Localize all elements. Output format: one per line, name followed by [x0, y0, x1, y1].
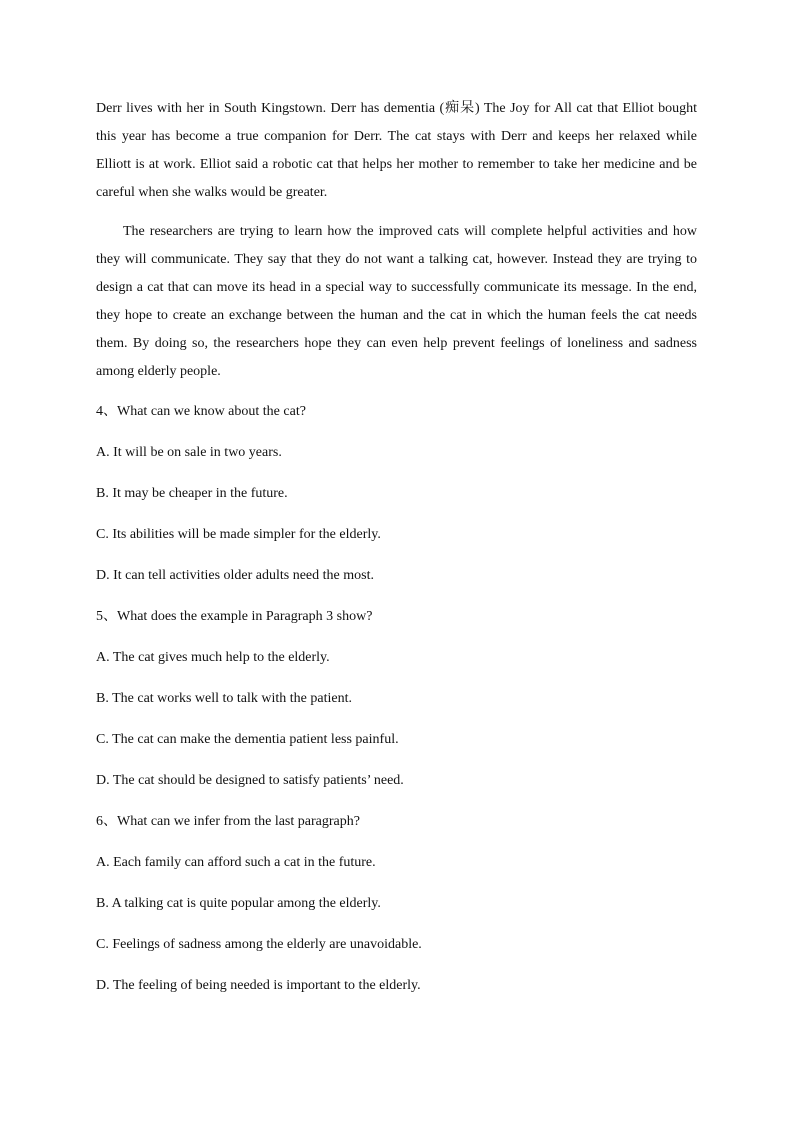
question-block-6: [96, 810, 697, 998]
question-4-option-c: C. Its abilities will be made simpler for the elderly.: [96, 527, 381, 542]
question-6-option-a: A. Each family can afford such a cat in the future.: [96, 855, 376, 870]
question-6-option-d: D. The feeling of being needed is important to the elderly.: [96, 978, 421, 993]
question-6-option-c: C. Feelings of sadness among the elderly are unavoidable.: [96, 937, 422, 952]
question-5-option-d: D. The cat should be designed to satisfy patients’ need.: [96, 773, 404, 788]
passage-paragraph-last: The researchers are trying to learn how the improved cats will complete helpful activities and how they will communicate. They say that they do not want a talking cat, however. Instead they are trying to design a cat that can move its head in a special way to successfully communicate its message. In the end, they hope to create an exchange between the human and the cat in which the human feels the cat needs them. By doing so, the researchers hope they can even help prevent feelings of loneliness and sadness among elderly people.: [96, 224, 697, 379]
question-6-option-b: B. A talking cat is quite popular among the elderly.: [96, 896, 381, 911]
question-4-stem: 4、What can we know about the cat?: [96, 404, 306, 419]
question-4-option-a: A. It will be on sale in two years.: [96, 445, 282, 460]
question-block-5: [96, 605, 697, 793]
question-5-option-c: C. The cat can make the dementia patient less painful.: [96, 732, 399, 747]
question-5-option-b: B. The cat works well to talk with the patient.: [96, 691, 352, 706]
question-5-option-a: A. The cat gives much help to the elderly.: [96, 650, 330, 665]
document-page: [96, 95, 697, 998]
question-4-option-d: D. It can tell activities older adults need the most.: [96, 568, 374, 583]
question-4-option-b: B. It may be cheaper in the future.: [96, 486, 288, 501]
question-block-4: [96, 400, 697, 588]
question-6-stem: 6、What can we infer from the last paragraph?: [96, 814, 360, 829]
question-5-stem: 5、What does the example in Paragraph 3 show?: [96, 609, 373, 624]
passage-paragraph-top: Derr lives with her in South Kingstown. Derr has dementia (痴呆) The Joy for All cat that Elliot bought this year has become a true companion for Derr. The cat stays with Derr and keeps her relaxed while Elliott is at work. Elliot said a robotic cat that helps her mother to remember to take her medicine and be careful when she walks would be greater.: [96, 101, 697, 200]
